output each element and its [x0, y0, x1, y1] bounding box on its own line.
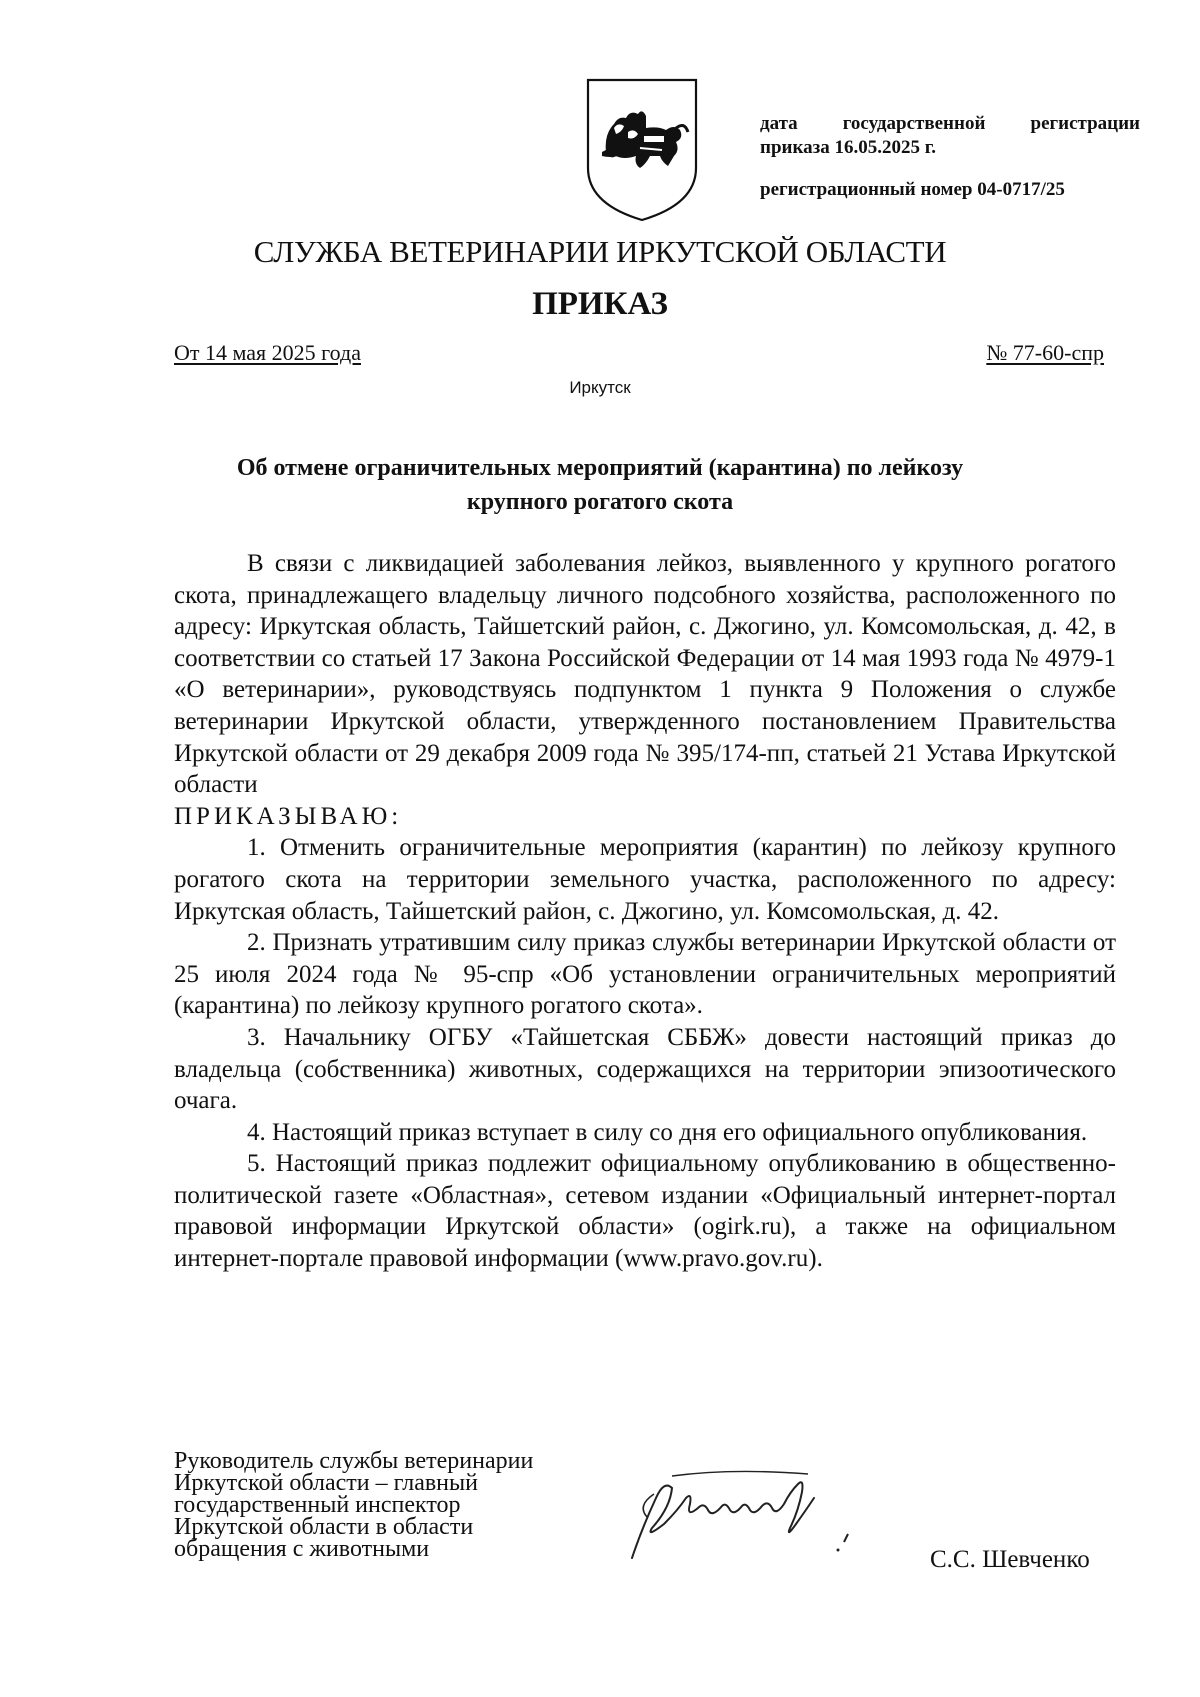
registration-word: регистрации [1030, 113, 1140, 134]
registration-line-1 [760, 112, 1140, 136]
signatory-name: С.С. Шевченко [930, 1546, 1090, 1573]
document-body [174, 548, 1116, 1275]
signatory-position-line: Иркутской области в области [174, 1514, 474, 1540]
order-item-2: 2. Признать утратившим силу приказ службы ветеринарии Иркутской области от 25 июля 2024 года № 95-спр «Об установлении ограничительных мероприятий (карантина) по лейкозу крупного рогатого скота». [174, 929, 1116, 1020]
preamble-paragraph: В связи с ликвидацией заболевания лейкоз, выявленного у крупного рогатого скота, принадлежащего владельцу личного подсобного хозяйства, расположенного по адресу: Иркутская область, Тайшетский район, с. Джогино, ул. Комсомольская, д. 42, в соответствии со статьей 17 Закона Российской Федерации от 14 мая 1993 года № 4979-1 «О ветеринарии», руководствуясь подпунктом 1 пункта 9 Положения о службе ветеринарии Иркутской области, утвержденного постановлением Правительства Иркутской области от 29 декабря 2009 года № 395/174-пп, статьей 21 Устава Иркутской области [174, 550, 1116, 799]
agency-name: СЛУЖБА ВЕТЕРИНАРИИ ИРКУТСКОЙ ОБЛАСТИ [253, 234, 947, 269]
signatory-position-line: государственный инспектор [174, 1492, 461, 1518]
order-item-3: 3. Начальнику ОГБУ «Тайшетская СББЖ» довести настоящий приказ до владельца (собственника) животных, содержащихся на территории эпизоотического очага. [174, 1023, 1116, 1115]
signatory-position [174, 1450, 614, 1560]
document-title [190, 451, 1010, 519]
coat-of-arms-emblem [584, 76, 700, 224]
document-date: От 14 мая 2025 года [174, 340, 361, 365]
order-item-5: 5. Настоящий приказ подлежит официальному опубликованию в общественно-политической газете «Областная», сетевом издании «Официальный интернет-портал правовой информации Иркутской области» (ogirk.ru), а также на официальном интернет-портале правовой информации (www.pravo.gov.ru). [174, 1150, 1116, 1273]
signatory-position-line: Руководитель службы ветеринарии [174, 1448, 534, 1474]
signature [612, 1458, 902, 1568]
document-title-line: Об отмене ограничительных мероприятий (карантина) по лейкозу [236, 455, 964, 481]
registration-date: приказа 16.05.2025 г. [760, 137, 936, 158]
order-item-4: 4. Настоящий приказ вступает в силу со дня его официального опубликования. [247, 1118, 1088, 1146]
document-type: ПРИКАЗ [532, 286, 668, 322]
document-city: Иркутск [569, 378, 631, 397]
order-item-1: 1. Отменить ограничительные мероприятия (карантин) по лейкозу крупного рогатого скота на территории земельного участка, расположенного по адресу: Иркутская область, Тайшетский район, с. Джогино, ул. Комсомольская, д. 42. [174, 834, 1116, 925]
signatory-position-line: Иркутской области – главный [174, 1470, 478, 1496]
signatory-position-line: обращения с животными [174, 1536, 430, 1562]
document-title-line: крупного рогатого скота [466, 489, 734, 515]
order-heading: ПРИКАЗЫВАЮ: [174, 802, 403, 830]
registration-word: дата [760, 113, 798, 134]
document-number: № 77-60-спр [986, 340, 1104, 365]
registration-info [760, 112, 1140, 202]
handwritten-signature-icon [612, 1458, 902, 1568]
registration-word: государственной [842, 113, 986, 134]
irkutsk-coat-of-arms-icon [584, 76, 700, 224]
registration-number: регистрационный номер 04-0717/25 [760, 179, 1065, 200]
